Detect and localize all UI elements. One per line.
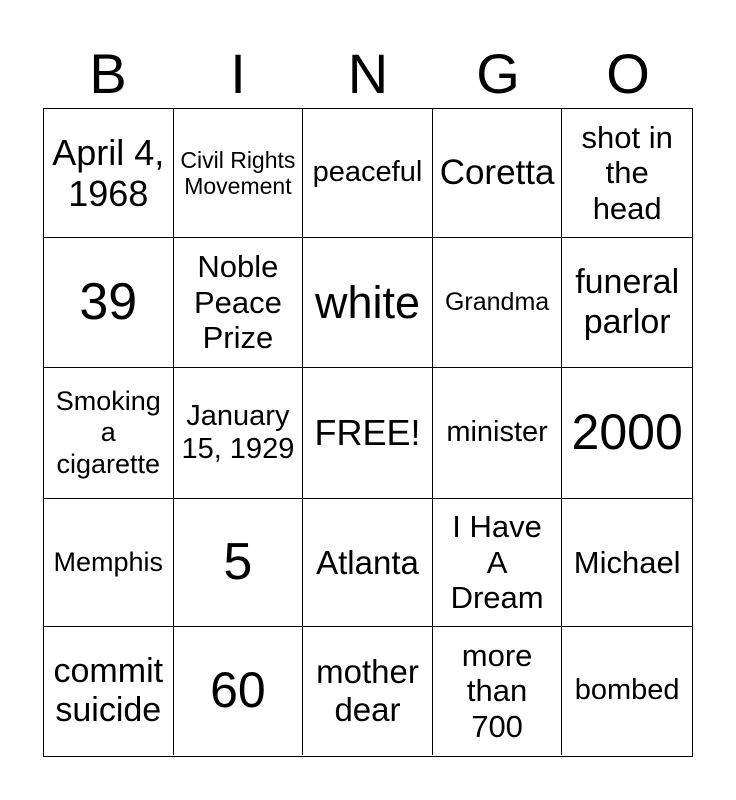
bingo-cell[interactable] [303, 238, 433, 368]
cell-text: funeral parlor [575, 263, 680, 341]
board-row [44, 627, 692, 755]
bingo-cell[interactable] [44, 238, 174, 368]
bingo-cell[interactable] [44, 109, 174, 238]
bingo-cell[interactable] [562, 627, 692, 755]
bingo-cell[interactable] [44, 627, 174, 755]
header-letter-g: G [476, 42, 520, 105]
cell-text: FREE! [314, 412, 421, 454]
cell-text: April 4, 1968 [52, 131, 165, 214]
cell-text: 2000 [571, 404, 683, 461]
cell-text: Atlanta [316, 543, 419, 581]
bingo-cell[interactable] [174, 499, 304, 627]
cell-text: Memphis [53, 546, 164, 577]
bingo-cell[interactable] [303, 109, 433, 238]
bingo-cell[interactable] [433, 109, 563, 238]
bingo-cell[interactable] [433, 368, 563, 499]
bingo-cell[interactable] [174, 109, 304, 238]
cell-text: 60 [210, 662, 266, 719]
header-letter-n: N [347, 42, 389, 105]
cell-text: Coretta [439, 152, 555, 192]
bingo-cell[interactable] [303, 499, 433, 627]
bingo-cell[interactable] [433, 238, 563, 368]
cell-text: I Have A Dream [450, 509, 544, 616]
bingo-cell[interactable] [562, 109, 692, 238]
bingo-board [43, 108, 693, 757]
cell-text: Michael [573, 544, 681, 580]
cell-text: peaceful [312, 156, 423, 189]
bingo-cell[interactable] [303, 627, 433, 755]
header-letter-b: B [89, 42, 127, 105]
cell-text: Noble Peace Prize [193, 249, 282, 356]
cell-text: more than 700 [461, 637, 533, 744]
cell-text: commit suicide [53, 651, 164, 729]
bingo-cell[interactable] [174, 238, 304, 368]
board-row [44, 499, 692, 627]
bingo-cell[interactable] [433, 627, 563, 755]
cell-text: mother dear [316, 653, 419, 728]
cell-text: 39 [79, 272, 138, 331]
bingo-cell[interactable] [562, 238, 692, 368]
header-letter-i: I [230, 42, 246, 105]
bingo-cell[interactable] [174, 368, 304, 499]
cell-text: 5 [223, 532, 253, 591]
bingo-cell[interactable] [174, 627, 304, 755]
cell-text: Civil Rights Movement [180, 146, 296, 199]
cell-text: minister [446, 416, 548, 449]
cell-text: Smoking a cigarette [55, 386, 161, 479]
cell-text: white [314, 276, 421, 328]
cell-text: Grandma [444, 288, 550, 317]
bingo-cell[interactable] [562, 499, 692, 627]
board-row [44, 238, 692, 368]
header-letter-o: O [606, 42, 650, 105]
bingo-cell[interactable] [44, 499, 174, 627]
bingo-cell[interactable] [562, 368, 692, 499]
bingo-cell[interactable] [433, 499, 563, 627]
bingo-cell[interactable] [44, 368, 174, 499]
cell-text: shot in the head [581, 119, 673, 226]
bingo-header [43, 40, 693, 108]
cell-text: bombed [574, 674, 680, 707]
board-row [44, 109, 692, 238]
cell-text: January 15, 1929 [181, 399, 295, 465]
board-row [44, 368, 692, 499]
bingo-cell[interactable] [303, 368, 433, 499]
